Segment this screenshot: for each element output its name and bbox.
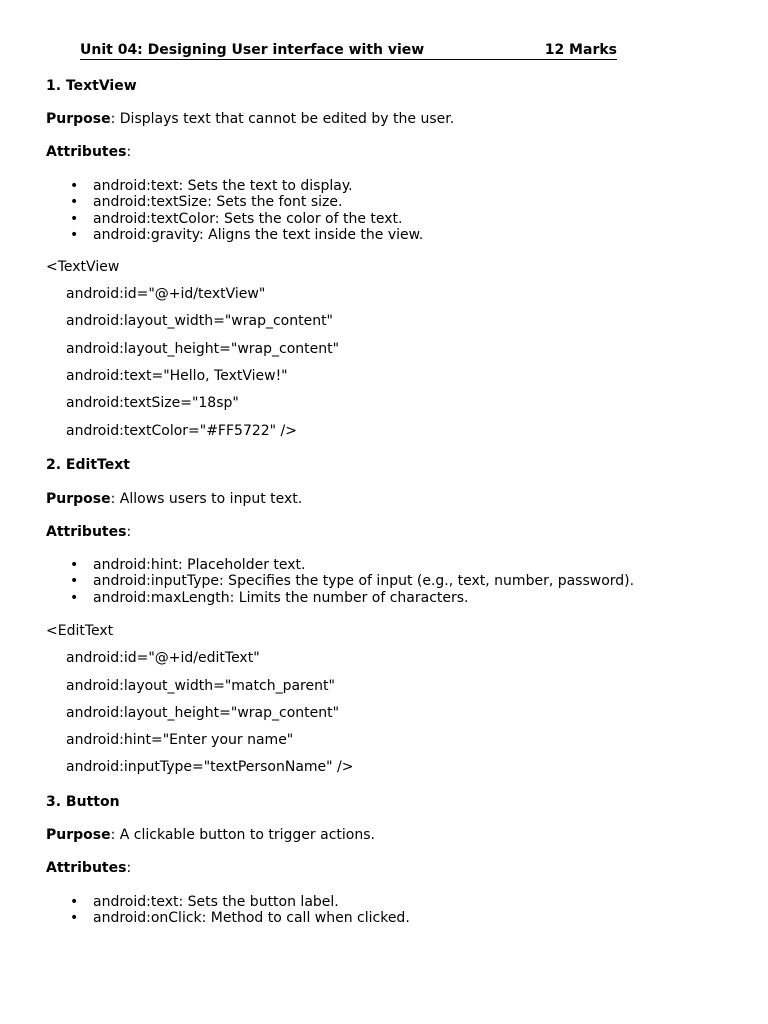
list-item: • android:text: Sets the button label. bbox=[70, 894, 339, 910]
purpose-text: : Displays text that cannot be edited by the user. bbox=[110, 111, 455, 127]
section-heading-edittext: 2. EditText bbox=[46, 457, 130, 473]
bullet-icon: • bbox=[70, 210, 79, 227]
bullet-icon: • bbox=[70, 557, 79, 573]
attributes-label: Attributes bbox=[46, 524, 127, 540]
purpose-edittext bbox=[46, 491, 302, 508]
purpose-button bbox=[46, 827, 375, 844]
list-item: • android:hint: Placeholder text. bbox=[70, 557, 306, 573]
code-line: android:layout_height="wrap_content" bbox=[66, 341, 340, 357]
bullet-icon: • bbox=[70, 226, 79, 243]
purpose-text: : A clickable button to trigger actions. bbox=[110, 827, 375, 843]
code-line: android:hint="Enter your name" bbox=[66, 732, 294, 748]
code-line: android:inputType="textPersonName" /> bbox=[66, 759, 354, 775]
bullet-icon: • bbox=[70, 178, 79, 194]
code-line: android:textSize="18sp" bbox=[66, 395, 239, 411]
attributes-list-edittext bbox=[66, 557, 634, 606]
code-line: android:text="Hello, TextView!" bbox=[66, 368, 288, 384]
bullet-icon: • bbox=[70, 894, 79, 910]
attributes-edittext bbox=[46, 524, 131, 541]
attributes-list-textview bbox=[66, 178, 423, 243]
bullet-icon: • bbox=[70, 910, 79, 927]
bullet-icon: • bbox=[70, 194, 79, 211]
purpose-label: Purpose bbox=[46, 491, 111, 507]
unit-title: Unit 04: Designing User interface with view bbox=[80, 42, 425, 58]
attributes-textview bbox=[46, 144, 131, 161]
code-line: android:layout_width="match_parent" bbox=[66, 678, 335, 694]
list-item: • android:inputType: Specifies the type of input (e.g., text, number, password). bbox=[70, 573, 635, 590]
marks-label: 12 Marks bbox=[544, 42, 617, 58]
code-open-tag: <EditText bbox=[46, 623, 114, 639]
list-item: • android:textSize: Sets the font size. bbox=[70, 194, 343, 211]
code-line: android:textColor="#FF5722" /> bbox=[66, 423, 297, 439]
code-line: android:id="@+id/textView" bbox=[66, 286, 266, 302]
purpose-text: : Allows users to input text. bbox=[110, 491, 303, 507]
section-heading-button: 3. Button bbox=[46, 794, 120, 810]
code-open-tag: <TextView bbox=[46, 259, 120, 275]
attributes-label: Attributes bbox=[46, 860, 127, 876]
code-line: android:id="@+id/editText" bbox=[66, 650, 260, 666]
list-item: • android:text: Sets the text to display. bbox=[70, 178, 353, 194]
bullet-icon: • bbox=[70, 589, 79, 606]
code-line: android:layout_height="wrap_content" bbox=[66, 705, 340, 721]
code-line: android:layout_width="wrap_content" bbox=[66, 313, 333, 329]
attributes-button bbox=[46, 860, 131, 877]
bullet-icon: • bbox=[70, 573, 79, 590]
attributes-colon: : bbox=[126, 144, 132, 160]
list-item: • android:textColor: Sets the color of the text. bbox=[70, 210, 403, 227]
page-header bbox=[80, 42, 617, 60]
list-item: • android:gravity: Aligns the text inside the view. bbox=[70, 226, 424, 243]
attributes-label: Attributes bbox=[46, 144, 127, 160]
attributes-colon: : bbox=[126, 860, 132, 876]
section-heading-textview: 1. TextView bbox=[46, 78, 137, 94]
purpose-label: Purpose bbox=[46, 111, 111, 127]
list-item: • android:onClick: Method to call when clicked. bbox=[70, 910, 410, 927]
attributes-list-button bbox=[66, 894, 410, 927]
purpose-textview bbox=[46, 111, 454, 128]
purpose-label: Purpose bbox=[46, 827, 111, 843]
list-item: • android:maxLength: Limits the number of characters. bbox=[70, 589, 469, 606]
attributes-colon: : bbox=[126, 524, 132, 540]
